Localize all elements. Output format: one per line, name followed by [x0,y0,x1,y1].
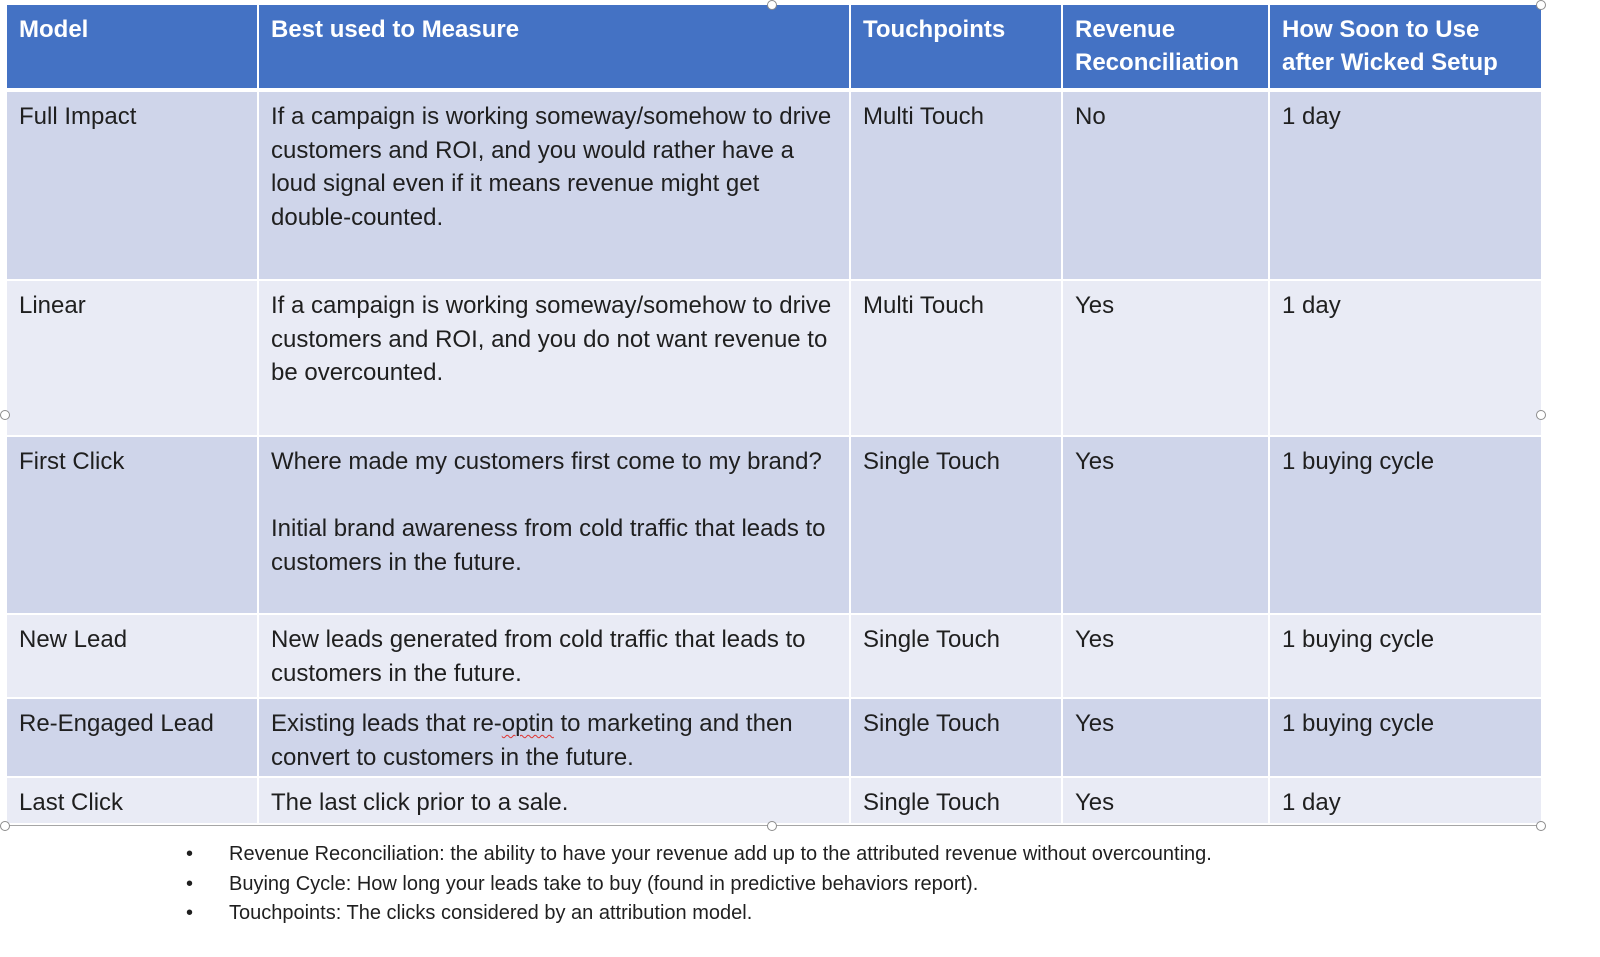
cell-reconciliation: Yes [1062,280,1269,436]
list-item [186,840,1212,870]
measure-text: If a campaign is working someway/somehow to drive customers and ROI, and you would rather have a loud signal even if it means revenue might get double-counted. [271,103,832,231]
paragraph-gap [271,479,837,513]
note-text: Buying Cycle: How long your leads take to buy (found in predictive behaviors report). [229,872,979,895]
cell-model: Re-Engaged Lead [6,698,258,777]
resize-handle-right[interactable] [1536,410,1546,420]
bullet-marker: • [186,843,194,865]
cell-reconciliation: Yes [1062,698,1269,777]
cell-model: Linear [6,280,258,436]
resize-handle-bottom[interactable] [767,821,777,831]
attribution-models-table [5,5,1543,825]
cell-how-soon: 1 buying cycle [1269,614,1542,698]
header-touchpoints: Touchpoints [850,5,1062,90]
definitions-list [186,840,1212,929]
cell-measure [258,698,850,777]
cell-measure [258,777,850,824]
cell-measure [258,614,850,698]
header-model: Model [6,5,258,90]
list-item [186,899,1212,929]
measure-text: If a campaign is working someway/somehow to drive customers and ROI, and you do not want revenue to be overcounted. [271,292,832,386]
cell-how-soon: 1 day [1269,777,1542,824]
resize-handle-top[interactable] [767,0,777,10]
note-text: Revenue Reconciliation: the ability to have your revenue add up to the attributed revenue without overcounting. [229,843,1212,865]
cell-touchpoints: Single Touch [850,698,1062,777]
cell-reconciliation: Yes [1062,436,1269,614]
table-row [6,280,1542,436]
cell-model: Full Impact [6,90,258,280]
spelling-flagged-word[interactable]: optin [501,710,554,737]
table-row [6,777,1542,824]
cell-measure [258,280,850,436]
cell-how-soon: 1 day [1269,90,1542,280]
cell-measure [258,90,850,280]
cell-how-soon: 1 buying cycle [1269,436,1542,614]
cell-touchpoints: Multi Touch [850,90,1062,280]
measure-text-part: Existing leads that re- [271,710,502,737]
header-revenue-reconciliation: Revenue Reconciliation [1062,5,1269,90]
cell-reconciliation: Yes [1062,777,1269,824]
cell-reconciliation: No [1062,90,1269,280]
cell-model: New Lead [6,614,258,698]
resize-handle-left[interactable] [0,410,10,420]
cell-touchpoints: Single Touch [850,436,1062,614]
measure-text: Where made my customers first come to my brand? [271,448,822,475]
cell-touchpoints: Single Touch [850,614,1062,698]
note-text: Touchpoints: The clicks considered by an attribution model. [229,902,753,924]
bullet-marker: • [186,872,194,895]
list-item [186,870,1212,900]
measure-text: New leads generated from cold traffic that leads to customers in the future. [271,626,806,687]
cell-measure [258,436,850,614]
cell-reconciliation: Yes [1062,614,1269,698]
table-row [6,90,1542,280]
table-row [6,698,1542,777]
header-how-soon-to-use: How Soon to Use after Wicked Setup [1269,5,1542,90]
header-best-used-to-measure: Best used to Measure [258,5,850,90]
resize-handle-bottom-left[interactable] [0,821,10,831]
table-row [6,614,1542,698]
cell-model: First Click [6,436,258,614]
cell-how-soon: 1 day [1269,280,1542,436]
measure-text: The last click prior to a sale. [271,789,569,816]
bullet-marker: • [186,902,194,924]
cell-touchpoints: Single Touch [850,777,1062,824]
table-row [6,436,1542,614]
resize-handle-bottom-right[interactable] [1536,821,1546,831]
measure-text-part: to marketing and then convert to customers in the future. [271,710,793,771]
cell-model: Last Click [6,777,258,824]
measure-text: Initial brand awareness from cold traffic that leads to customers in the future. [271,515,826,576]
resize-handle-top-right[interactable] [1536,0,1546,10]
cell-touchpoints: Multi Touch [850,280,1062,436]
cell-how-soon: 1 buying cycle [1269,698,1542,777]
table-header-row [6,5,1542,90]
